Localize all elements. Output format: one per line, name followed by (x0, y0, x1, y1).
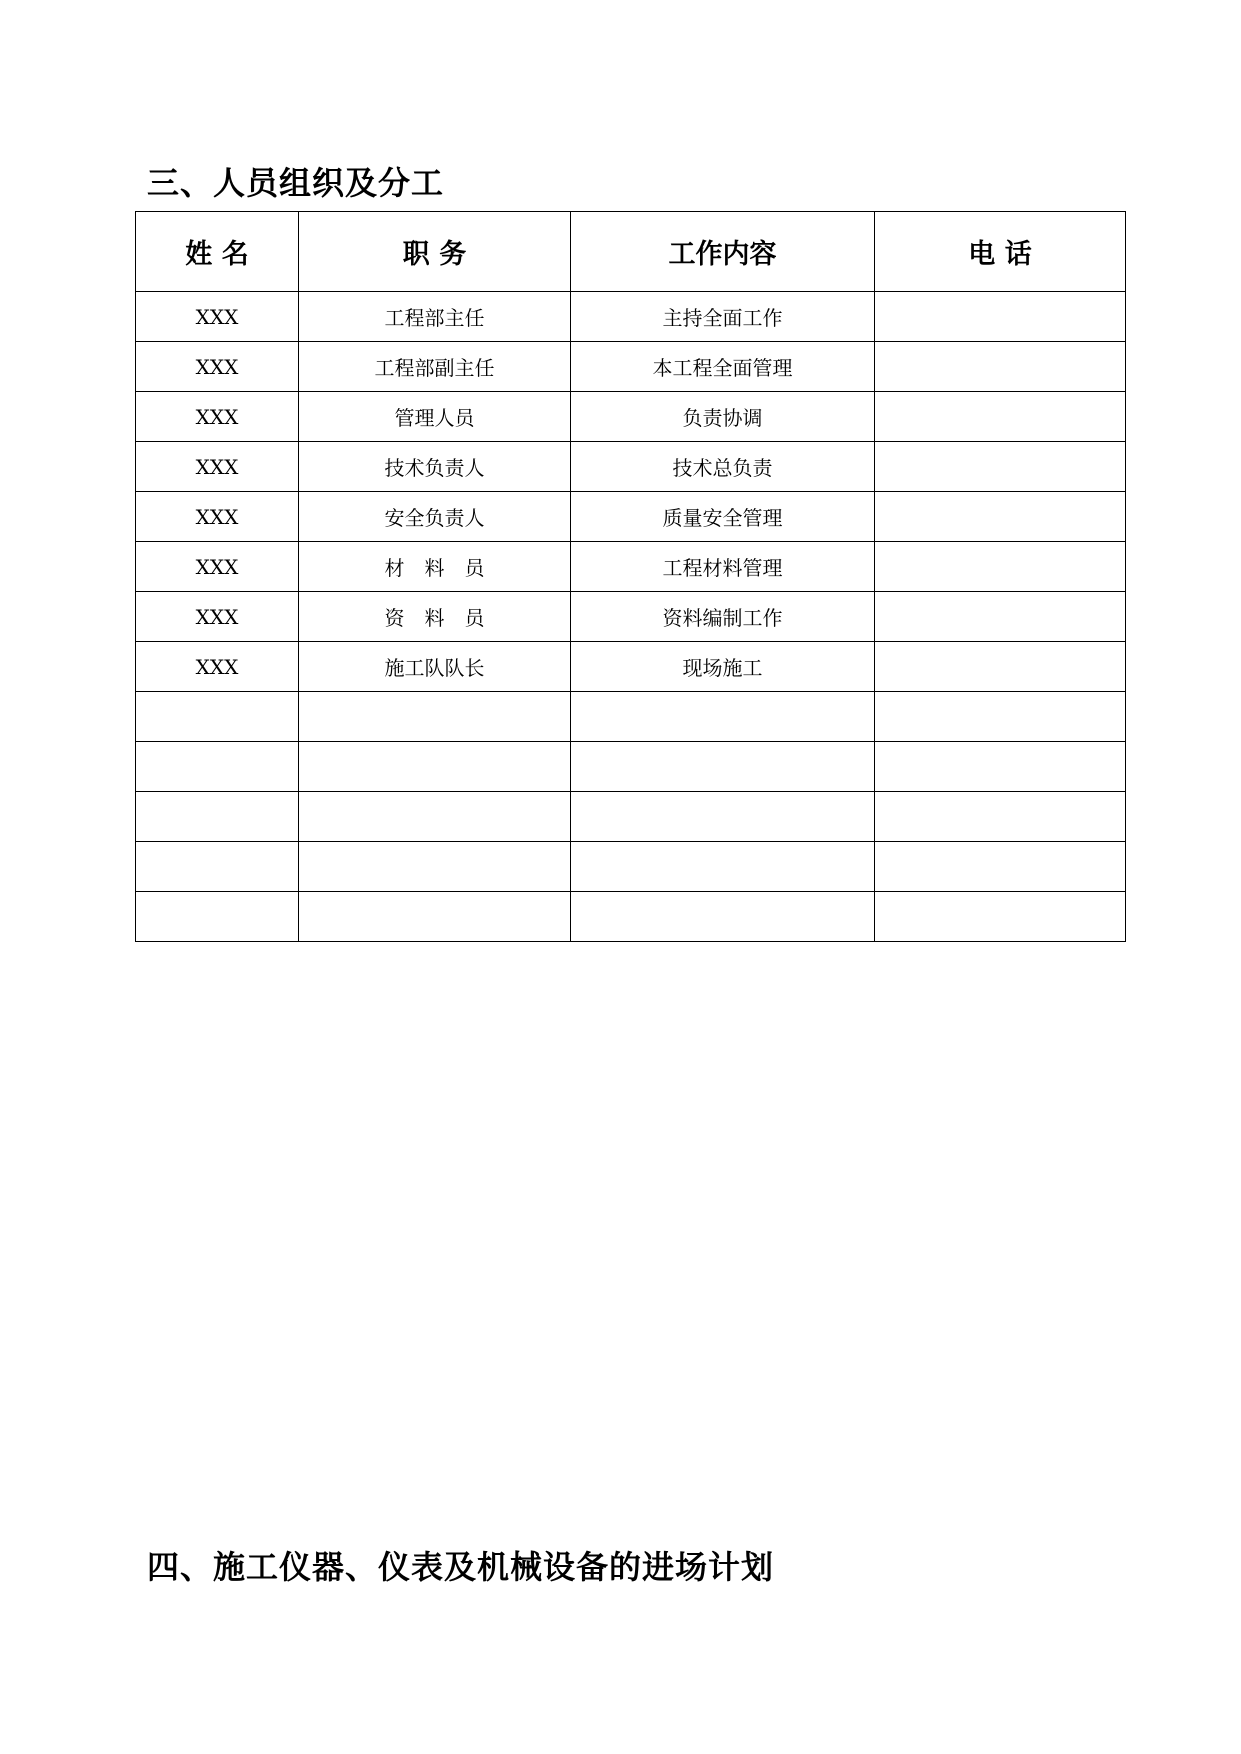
cell-phone (875, 442, 1126, 492)
cell-work-content: 负责协调 (571, 392, 875, 442)
cell-phone (875, 892, 1126, 942)
cell-position: 管理人员 (299, 392, 571, 442)
cell-name: XXX (136, 642, 299, 692)
section-heading-personnel: 三、人员组织及分工 (147, 164, 445, 202)
cell-phone (875, 842, 1126, 892)
table-row (136, 892, 1126, 942)
cell-work-content: 资料编制工作 (571, 592, 875, 642)
table-row (136, 492, 1126, 542)
table-row (136, 742, 1126, 792)
cell-name (136, 742, 299, 792)
cell-position (299, 892, 571, 942)
cell-name: XXX (136, 442, 299, 492)
table-row (136, 542, 1126, 592)
cell-phone (875, 592, 1126, 642)
cell-work-content: 主持全面工作 (571, 292, 875, 342)
cell-phone (875, 792, 1126, 842)
cell-work-content (571, 892, 875, 942)
header-position: 职 务 (299, 212, 571, 292)
header-name: 姓 名 (136, 212, 299, 292)
cell-work-content: 质量安全管理 (571, 492, 875, 542)
table-row (136, 292, 1126, 342)
cell-work-content: 现场施工 (571, 642, 875, 692)
section-heading-equipment: 四、施工仪器、仪表及机械设备的进场计划 (147, 1548, 775, 1586)
personnel-table (135, 211, 1126, 942)
cell-position (299, 692, 571, 742)
cell-name (136, 692, 299, 742)
cell-phone (875, 542, 1126, 592)
cell-position (299, 842, 571, 892)
cell-position: 技术负责人 (299, 442, 571, 492)
cell-name: XXX (136, 292, 299, 342)
header-work-content: 工作内容 (571, 212, 875, 292)
cell-name: XXX (136, 542, 299, 592)
cell-name (136, 842, 299, 892)
cell-work-content: 工程材料管理 (571, 542, 875, 592)
cell-phone (875, 492, 1126, 542)
table-row (136, 442, 1126, 492)
cell-work-content (571, 692, 875, 742)
cell-phone (875, 292, 1126, 342)
cell-phone (875, 392, 1126, 442)
cell-phone (875, 742, 1126, 792)
cell-name: XXX (136, 592, 299, 642)
cell-position (299, 792, 571, 842)
cell-name: XXX (136, 492, 299, 542)
table-row (136, 792, 1126, 842)
table-row (136, 842, 1126, 892)
cell-name: XXX (136, 342, 299, 392)
cell-name (136, 792, 299, 842)
table-row (136, 342, 1126, 392)
cell-phone (875, 692, 1126, 742)
cell-position: 安全负责人 (299, 492, 571, 542)
table-row (136, 392, 1126, 442)
cell-position: 资 料 员 (299, 592, 571, 642)
cell-work-content: 本工程全面管理 (571, 342, 875, 392)
cell-work-content (571, 792, 875, 842)
cell-work-content (571, 742, 875, 792)
cell-position: 施工队队长 (299, 642, 571, 692)
cell-work-content (571, 842, 875, 892)
cell-phone (875, 342, 1126, 392)
table-row (136, 642, 1126, 692)
cell-phone (875, 642, 1126, 692)
cell-position (299, 742, 571, 792)
cell-name: XXX (136, 392, 299, 442)
cell-name (136, 892, 299, 942)
cell-work-content: 技术总负责 (571, 442, 875, 492)
cell-position: 工程部主任 (299, 292, 571, 342)
table-row (136, 692, 1126, 742)
cell-position: 材 料 员 (299, 542, 571, 592)
cell-position: 工程部副主任 (299, 342, 571, 392)
table-header-row (136, 212, 1126, 292)
table-row (136, 592, 1126, 642)
header-phone: 电 话 (875, 212, 1126, 292)
